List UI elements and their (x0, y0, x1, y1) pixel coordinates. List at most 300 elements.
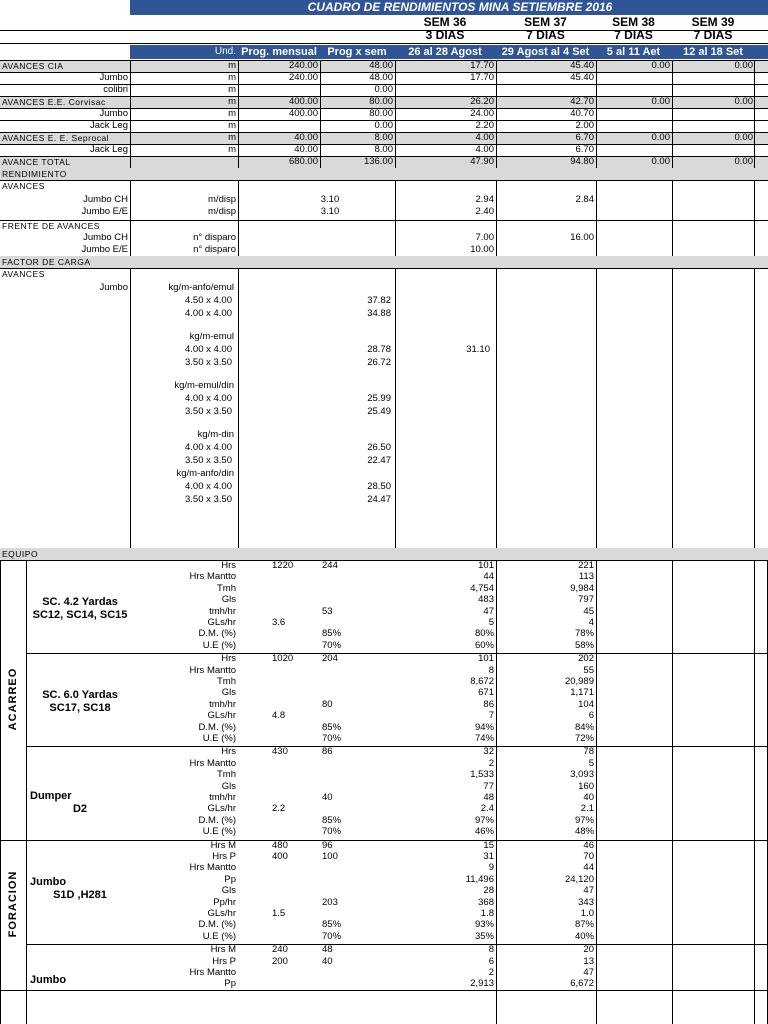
factor-value-cell: 37.82 (367, 295, 391, 306)
week-value-cell: 55 (583, 665, 594, 676)
metric-label: U.E (%) (202, 640, 236, 651)
section-label: AVANCE TOTAL (2, 157, 71, 167)
group-vertical-label: FORACION (7, 870, 19, 938)
grid-line (672, 180, 673, 256)
week-value-cell: 47 (583, 967, 594, 978)
grid-line (320, 60, 321, 168)
unit-cell: m (228, 120, 236, 131)
week-value-cell: 101 (478, 653, 494, 664)
week-value-cell: 5 (488, 617, 494, 628)
week-value-cell: 5 (588, 758, 594, 769)
week-value-cell: 77 (483, 781, 494, 792)
week-value-cell: 10.00 (470, 244, 494, 255)
prog-mensual-cell: 400.00 (288, 108, 318, 119)
week-value-cell: 32 (483, 746, 494, 757)
section-size-label: 4.00 x 4.00 (184, 344, 232, 355)
header-prog-mensual: Prog. mensual (241, 46, 317, 58)
metric-label: D.M. (%) (198, 722, 236, 733)
prog-mensual-cell: 40.00 (294, 132, 318, 143)
grid-line (0, 96, 768, 97)
metric-label: U.E (%) (202, 931, 236, 942)
week-value-cell: 45.40 (570, 72, 594, 83)
week-range-label: 26 al 28 Agost (408, 46, 482, 58)
week-value-cell: 8 (488, 944, 494, 955)
factor-value-cell: 25.49 (367, 406, 391, 417)
grid-line (0, 268, 768, 269)
metric-label: tmh/hr (209, 699, 236, 710)
week-value-cell: 45 (583, 606, 594, 617)
week-value-cell: 8 (488, 665, 494, 676)
prog-sem-cell: 244 (322, 560, 338, 571)
week-value-cell: 0.00 (734, 132, 753, 143)
prog-mensual-cell: 430 (272, 746, 288, 757)
factor-group-label: kg/m-anfo/emul (168, 282, 234, 293)
week-value-cell: 60% (474, 640, 494, 651)
week-value-cell: 671 (478, 687, 494, 698)
week-value-cell: 4.00 (475, 144, 494, 155)
week-value-cell: 87% (574, 919, 594, 930)
metric-label: Tmh (217, 583, 236, 594)
week-value-cell: 20,989 (564, 676, 594, 687)
week-value-cell: 26.20 (470, 96, 494, 107)
week-value-cell: 31.10 (466, 344, 490, 355)
metric-label: U.E (%) (202, 733, 236, 744)
grid-line (130, 268, 131, 548)
row-label: Jumbo E/E (81, 206, 128, 217)
row-label: Jumbo (99, 282, 128, 293)
prog-sem-cell: 0.00 (374, 84, 393, 95)
week-value-cell: 97% (574, 815, 594, 826)
grid-line (130, 60, 131, 168)
week-value-cell: 6,672 (570, 978, 594, 989)
prog-mensual-cell: 200 (272, 956, 288, 967)
row-label: Jumbo (99, 108, 128, 119)
prog-mensual-cell: 2.2 (272, 803, 286, 814)
factor-value-cell: 22.47 (367, 455, 391, 466)
week-value-cell: 202 (578, 653, 594, 664)
metric-label: Hrs Mantto (189, 665, 236, 676)
prog-sem-cell: 3.10 (320, 206, 340, 217)
factor-group-label: kg/m-din (197, 429, 234, 440)
week-value-cell: 58% (574, 640, 594, 651)
grid-line (0, 43, 768, 44)
week-value-cell: 6.70 (575, 132, 594, 143)
prog-sem-cell: 203 (322, 897, 338, 908)
week-value-cell: 42.70 (570, 96, 594, 107)
prog-sem-cell: 53 (322, 606, 333, 617)
factor-value-cell: 28.78 (367, 344, 391, 355)
prog-sem-cell: 8.00 (374, 132, 393, 143)
grid-line (754, 60, 755, 168)
prog-sem-cell: 85% (322, 815, 342, 826)
grid-line (496, 560, 497, 1024)
grid-line (26, 560, 27, 1024)
grid-line (672, 560, 673, 1024)
week-value-cell: 0.00 (651, 132, 670, 143)
grid-line (0, 108, 768, 109)
week-value-cell: 47.90 (470, 156, 494, 167)
week-value-cell: 1,533 (470, 769, 494, 780)
prog-sem-cell: 70% (322, 733, 342, 744)
factor-value-cell: 28.50 (367, 481, 391, 492)
metric-label: Tmh (217, 676, 236, 687)
prog-sem-cell: 48.00 (369, 60, 393, 71)
unit-cell: m (228, 132, 236, 143)
equipment-name-line1: SC. 4.2 Yardas (42, 596, 118, 608)
grid-line (238, 180, 239, 256)
week-value-cell: 28 (483, 885, 494, 896)
unit-cell: m (228, 108, 236, 119)
equipment-name-line1: SC. 6.0 Yardas (42, 689, 118, 701)
equipment-name (30, 782, 130, 816)
section-band (0, 168, 768, 180)
row-label: Jumbo (99, 72, 128, 83)
section-size-label: 3.50 x 3.50 (184, 357, 232, 368)
grid-line (596, 560, 597, 1024)
week-value-cell: 221 (578, 560, 594, 571)
grid-line (130, 180, 131, 256)
prog-sem-cell: 48.00 (369, 72, 393, 83)
grid-line (0, 840, 768, 841)
metric-label: Hrs Mantto (189, 758, 236, 769)
equipment-name-line2: SC12, SC14, SC15 (32, 609, 128, 621)
factor-group-label: kg/m-emul (189, 331, 234, 342)
week-value-cell: 343 (578, 897, 594, 908)
prog-sem-cell: 8.00 (374, 144, 393, 155)
week-value-cell: 44 (483, 571, 494, 582)
week-sem-label: SEM 37 (524, 15, 567, 29)
section-size-label: 4.00 x 4.00 (184, 442, 232, 453)
week-value-cell: 1,171 (570, 687, 594, 698)
week-value-cell: 40% (574, 931, 594, 942)
metric-label: Pp (224, 874, 236, 885)
factor-value-cell: 24.47 (367, 494, 391, 505)
week-value-cell: 31 (483, 851, 494, 862)
prog-mensual-cell: 40.00 (294, 144, 318, 155)
grid-line (0, 156, 768, 157)
metric-label: D.M. (%) (198, 919, 236, 930)
week-value-cell: 78 (583, 746, 594, 757)
metric-label: Pp/hr (213, 897, 236, 908)
week-value-cell: 24.00 (470, 108, 494, 119)
unit-cell: n° disparo (193, 244, 236, 255)
prog-sem-cell: 70% (322, 640, 342, 651)
equipment-name (30, 876, 130, 902)
prog-sem-cell: 40 (322, 792, 333, 803)
prog-mensual-cell: 1020 (272, 653, 294, 664)
week-value-cell: 45.40 (570, 60, 594, 71)
week-value-cell: 16.00 (570, 232, 594, 243)
week-value-cell: 3,093 (570, 769, 594, 780)
prog-sem-cell: 85% (322, 628, 342, 639)
week-value-cell: 24,120 (564, 874, 594, 885)
unit-cell: m (228, 60, 236, 71)
unit-cell: m/disp (208, 206, 236, 217)
prog-sem-cell: 204 (322, 653, 338, 664)
grid-line (0, 84, 768, 85)
prog-mensual-cell: 240 (272, 944, 288, 955)
metric-label: Gls (221, 594, 236, 605)
week-value-cell: 46% (474, 826, 494, 837)
metric-label: Pp (224, 978, 236, 989)
metric-label: tmh/hr (209, 606, 236, 617)
section-label: RENDIMIENTO (2, 169, 67, 179)
section-size-label: 3.50 x 3.50 (184, 494, 232, 505)
prog-mensual-cell: 400 (272, 851, 288, 862)
week-value-cell: 35% (474, 931, 494, 942)
week-value-cell: 2.94 (475, 194, 494, 205)
section-size-label: 3.50 x 3.50 (184, 455, 232, 466)
factor-group-label: kg/m-anfo/din (176, 468, 234, 479)
prog-sem-cell: 80 (322, 699, 333, 710)
week-value-cell: 7.00 (475, 232, 494, 243)
week-days-label: 7 DIAS (526, 28, 565, 42)
prog-sem-cell: 70% (322, 931, 342, 942)
week-value-cell: 2.84 (575, 194, 594, 205)
week-value-cell: 8,672 (470, 676, 494, 687)
unit-cell: m (228, 72, 236, 83)
grid-line (0, 220, 768, 221)
grid-line (0, 120, 768, 121)
week-value-cell: 15 (483, 840, 494, 851)
metric-label: Hrs Mantto (189, 571, 236, 582)
week-value-cell: 483 (478, 594, 494, 605)
prog-sem-cell: 85% (322, 722, 342, 733)
row-label: Jack Leg (89, 144, 128, 155)
week-value-cell: 94.80 (570, 156, 594, 167)
week-value-cell: 101 (478, 560, 494, 571)
week-value-cell: 2 (488, 967, 494, 978)
equipment-name (30, 974, 130, 987)
prog-sem-cell: 136.00 (363, 156, 393, 167)
grid-line (754, 180, 755, 256)
grid-line (754, 268, 755, 548)
week-value-cell: 78% (574, 628, 594, 639)
prog-mensual-cell: 240.00 (288, 72, 318, 83)
week-sem-label: SEM 36 (423, 15, 467, 29)
factor-group-label: kg/m-emul/din (174, 380, 234, 391)
prog-sem-cell: 40 (322, 956, 333, 967)
week-value-cell: 0.00 (651, 96, 670, 107)
grid-line (0, 132, 768, 133)
section-label: AVANCES CIA (2, 61, 64, 71)
week-value-cell: 1.8 (480, 908, 494, 919)
prog-sem-cell: 85% (322, 919, 342, 930)
week-value-cell: 40 (583, 792, 594, 803)
week-value-cell: 94% (474, 722, 494, 733)
prog-sem-cell: 100 (322, 851, 338, 862)
grid-line (672, 268, 673, 548)
section-size-label: 4.00 x 4.00 (184, 481, 232, 492)
prog-mensual-cell: 240.00 (288, 60, 318, 71)
metric-label: Hrs P (212, 956, 236, 967)
week-value-cell: 797 (578, 594, 594, 605)
factor-value-cell: 26.50 (367, 442, 391, 453)
grid-line (0, 990, 768, 991)
grid-line (596, 268, 597, 548)
week-value-cell: 20 (583, 944, 594, 955)
section-label: EQUIPO (2, 549, 39, 559)
equipment-name-line1: Jumbo (30, 876, 67, 888)
week-value-cell: 13 (583, 956, 594, 967)
metric-label: U.E (%) (202, 826, 236, 837)
week-sem-label: SEM 38 (612, 15, 655, 29)
row-label: Jumbo E/E (81, 244, 128, 255)
grid-line (395, 268, 396, 548)
week-days-label: 7 DIAS (693, 28, 733, 42)
section-label: AVANCES E.E. Corvisac (2, 97, 106, 107)
week-value-cell: 17.70 (470, 60, 494, 71)
metric-label: Hrs (221, 746, 236, 757)
metric-label: Hrs P (212, 851, 236, 862)
metric-label: Gls (221, 781, 236, 792)
prog-mensual-cell: 680.00 (288, 156, 318, 167)
metric-label: Hrs M (210, 840, 236, 851)
week-value-cell: 9,984 (570, 583, 594, 594)
prog-mensual-cell: 480 (272, 840, 288, 851)
week-value-cell: 160 (578, 781, 594, 792)
grid-line (395, 180, 396, 256)
metric-label: Gls (221, 687, 236, 698)
header-und: Und. (214, 46, 236, 57)
grid-line (496, 268, 497, 548)
prog-mensual-cell: 3.6 (272, 617, 286, 628)
week-value-cell: 74% (474, 733, 494, 744)
section-size-label: 4.50 x 4.00 (184, 295, 232, 306)
prog-sem-cell: 70% (322, 826, 342, 837)
section-size-label: 3.50 x 3.50 (184, 406, 232, 417)
week-range-label: 12 al 18 Set (683, 46, 743, 58)
section-label: FRENTE DE AVANCES (2, 221, 100, 231)
factor-value-cell: 25.99 (367, 393, 391, 404)
grid-line (0, 180, 768, 181)
week-value-cell: 4 (588, 617, 594, 628)
grid-line (395, 60, 396, 168)
unit-cell: m (228, 96, 236, 107)
prog-mensual-cell: 4.8 (272, 710, 286, 721)
section-band (0, 256, 768, 268)
week-value-cell: 0.00 (734, 156, 753, 167)
metric-label: D.M. (%) (198, 628, 236, 639)
week-days-label: 7 DIAS (614, 28, 653, 42)
prog-mensual-cell: 1220 (272, 560, 294, 571)
week-value-cell: 97% (474, 815, 494, 826)
week-value-cell: 84% (574, 722, 594, 733)
prog-sem-cell: 96 (322, 840, 333, 851)
week-value-cell: 48% (574, 826, 594, 837)
metric-label: GLs/hr (207, 710, 236, 721)
week-value-cell: 48 (483, 792, 494, 803)
week-value-cell: 7 (488, 710, 494, 721)
week-value-cell: 1.0 (580, 908, 594, 919)
week-value-cell: 70 (583, 851, 594, 862)
section-label: AVANCES E. E. Seprocal (2, 133, 110, 143)
section-size-label: 4.00 x 4.00 (184, 393, 232, 404)
group-vertical-label: ACARREO (7, 667, 19, 731)
grid-line (754, 560, 755, 1024)
section-band (0, 548, 768, 560)
factor-value-cell: 34.88 (367, 308, 391, 319)
week-value-cell: 4,754 (470, 583, 494, 594)
prog-sem-cell: 3.10 (320, 194, 340, 205)
week-value-cell: 11,496 (465, 874, 494, 885)
grid-line (238, 268, 239, 548)
grid-line (0, 560, 1, 1024)
row-label: Jumbo CH (83, 232, 128, 243)
metric-label: Hrs (221, 653, 236, 664)
week-value-cell: 2.1 (580, 803, 594, 814)
metric-label: D.M. (%) (198, 815, 236, 826)
week-value-cell: 0.00 (734, 60, 753, 71)
factor-value-cell: 26.72 (367, 357, 391, 368)
section-label: AVANCES (2, 269, 45, 279)
week-value-cell: 2,913 (470, 978, 494, 989)
metric-label: Hrs M (210, 944, 236, 955)
grid-line (0, 560, 768, 561)
grid-line (0, 60, 768, 61)
grid-line (596, 60, 597, 168)
equipment-name (30, 596, 130, 622)
week-value-cell: 2 (488, 758, 494, 769)
week-value-cell: 2.00 (575, 120, 594, 131)
prog-sem-cell: 80.00 (369, 108, 393, 119)
week-value-cell: 2.40 (475, 206, 494, 217)
grid-line (596, 180, 597, 256)
equipment-name-line2: D2 (72, 803, 88, 815)
week-value-cell: 47 (583, 885, 594, 896)
grid-line (0, 144, 768, 145)
week-value-cell: 47 (483, 606, 494, 617)
metric-label: Hrs Mantto (189, 862, 236, 873)
week-value-cell: 93% (474, 919, 494, 930)
section-label: FACTOR DE CARGA (2, 257, 91, 267)
week-value-cell: 0.00 (734, 96, 753, 107)
section-size-label: 4.00 x 4.00 (184, 308, 232, 319)
week-value-cell: 44 (583, 862, 594, 873)
grid-line (238, 60, 239, 168)
unit-cell: m (228, 84, 236, 95)
row-label: Jumbo CH (83, 194, 128, 205)
equipment-name (30, 689, 130, 715)
grid-line (496, 60, 497, 168)
unit-cell: m/disp (208, 194, 236, 205)
week-value-cell: 113 (578, 571, 594, 582)
unit-cell: m (228, 144, 236, 155)
metric-label: Gls (221, 885, 236, 896)
week-range-label: 5 al 11 Aet (606, 46, 661, 58)
prog-sem-cell: 80.00 (369, 96, 393, 107)
section-label: AVANCES (2, 181, 45, 191)
header-prog-sem: Prog x sem (327, 46, 387, 58)
week-value-cell: 4.00 (475, 132, 494, 143)
metric-label: Hrs Mantto (189, 967, 236, 978)
week-value-cell: 0.00 (651, 156, 670, 167)
week-sem-label: SEM 39 (691, 15, 735, 29)
prog-sem-cell: 0.00 (374, 120, 393, 131)
metric-label: Tmh (217, 769, 236, 780)
grid-line (0, 30, 768, 31)
unit-cell: n° disparo (193, 232, 236, 243)
metric-label: GLs/hr (207, 617, 236, 628)
equipment-name-line2: SC17, SC18 (49, 702, 111, 714)
week-value-cell: 6.70 (575, 144, 594, 155)
week-range-label: 29 Agost al 4 Set (501, 46, 590, 58)
week-value-cell: 17.70 (470, 72, 494, 83)
week-value-cell: 6 (488, 956, 494, 967)
row-label: colibri (103, 84, 128, 95)
week-value-cell: 6 (588, 710, 594, 721)
grid-line (672, 60, 673, 168)
